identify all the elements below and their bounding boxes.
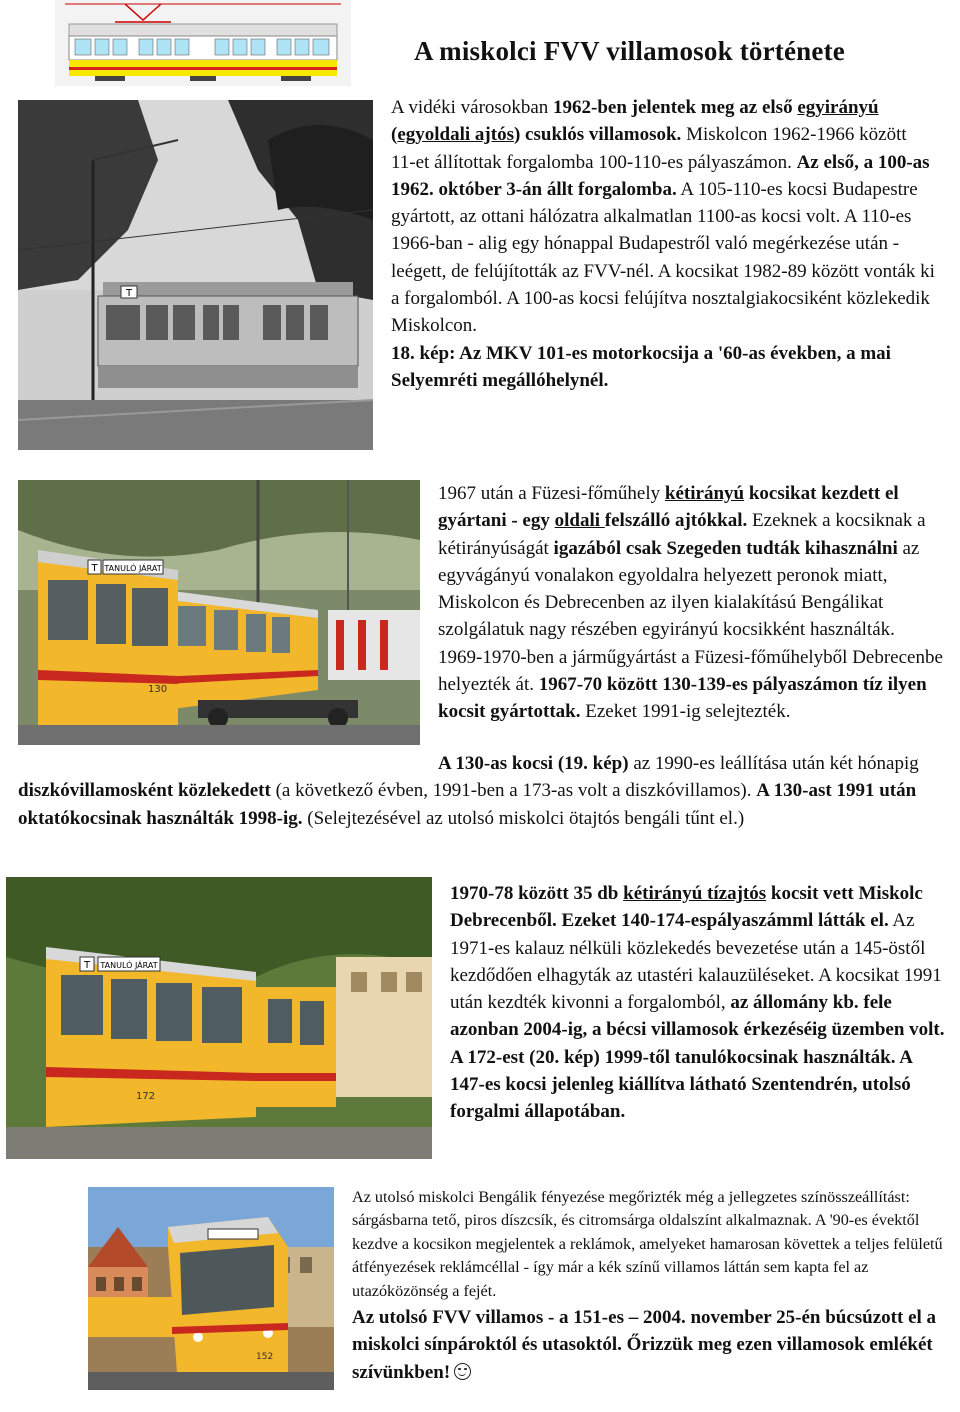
tram-number-3: 172 (136, 1091, 156, 1102)
tram-destination-3: TANULÓ JÁRAT (100, 961, 158, 970)
photo-tram-130 (18, 480, 420, 745)
photo-caption-18: 18. kép: Az MKV 101-es motorkocsija a '60-as években, a mai Selyemréti megállóhelynél. (391, 342, 891, 391)
section-last-tram-text: Az utolsó FVV villamos - a 151-es – 2004. november 25-én búcsúzott el a miskolci sínpároktól és utasoktól. Őrizzük meg ezen villamosok emlékét szívünkben! (352, 1307, 937, 1383)
section-paint-text: Az utolsó miskolci Bengálik fényezése megőrizték még a jellegzetes színösszeállítást: sárgásbarna tető, piros díszcsík, és citromsárga oldalszínt alkalmaznak. A '90-es évektől kezdve a kocsikon megjelentek a reklámok, amelyeket hamarosan követtek a teljes felületű átfényezések reklámcéllal - így már a kék színű villamos láttán sem kapta fel az utazóközönség a fejét. (352, 1188, 943, 1300)
photo-tram-101-bw (18, 100, 373, 450)
section-bidirectional-text: 1967 után a Füzesi-főműhely kétirányú kocsikat kezdett el gyártani - egy oldali felszálló ajtókkal. Ezeknek a kocsiknak a kétirányúságát igazából csak Szegeden tudták kihasználni az egyvágányú vonalakon egyoldalra helyezett peronok miatt, Miskolcon és Debrecenben az ilyen kialakítású Bengálikat szolgálatuk nagy részében egyirányú kocsikként használták. 1969-1970-ben a járműgyártást a Füzesi-főműhelyből Debrecenbe helyezték át. 1967-70 között 130-139-es pályaszámon tíz ilyen kocsit gyártottak. Ezeket 1991-ig selejtezték. (438, 483, 943, 723)
tram-number-2: 130 (148, 684, 168, 695)
page-title: A miskolci FVV villamosok története (414, 36, 845, 66)
section-tizajtos-text: 1970-78 között 35 db kétirányú tízajtós kocsit vett Miskolc Debrecenből. Ezeket 140-174-espályaszámml látták el. Az 1971-es kalauz nélküli közlekedés bevezetése után a 145-östől kezdődően elhagyták az utastéri kalauzüléseket. A kocsikat 1991 után kezdték kivonni a forgalomból, az állomány kb. fele azonban 2004-ig, a bécsi villamosok érkezéséig üzemben volt. A 172-est (20. kép) 1999-től tanulókocsinak használták. A 147-es kocsi jelenleg kiállítva látható Szentendrén, utolsó forgalmi állapotában. (450, 883, 945, 1123)
section-intro-text: A vidéki városokban 1962-ben jelentek meg az első egyirányú (egyoldali ajtós) csuklós villamosok. Miskolcon 1962-1966 között 11-et állítottak forgalomba 100-110-es pályaszámon. Az első, a 100-as 1962. október 3-án állt forgalomba. A 105-110-es kocsi Budapestre gyártott, az ottani hálózatra alkalmatlan 1100-as kocsi volt. A 110-es 1966-ban - alig egy hónappal Budapestről való megérkezése után - leégett, de felújították az FVV-nél. A kocsikat 1982-89 között vonták ki a forgalomból. A 100-as kocsi felújítva nosztalgiakocsiként közlekedik Miskolcon. 18. kép: Az MKV 101-es motorkocsija a '60-as években, a mai Selyemréti megállóhelynél. (391, 97, 935, 391)
tram-sign-2: T (91, 563, 98, 574)
tram-sign-1: T (125, 288, 133, 299)
photo-tram-172 (6, 877, 432, 1159)
tram-destination-2: TANULÓ JÁRAT (104, 564, 162, 573)
section-bidirectional-text-cont: A 130-as kocsi (19. kép) az 1990-es leállítása után két hónapig diszkóvillamosként közlekedett (a következő évben, 1991-ben a 173-as volt a diszkóvillamos). A 130-ast 1991 után oktatókocsinak használták 1998-ig. (Selejtezésével az utolsó miskolci ötajtós bengáli tűnt el.) (18, 753, 919, 829)
photo-tram-152 (88, 1187, 334, 1390)
tram-number-4: 152 (256, 1352, 274, 1362)
smiley-icon (454, 1363, 471, 1380)
tram-illustration (55, 0, 351, 86)
tram-sign-3: T (83, 960, 91, 971)
